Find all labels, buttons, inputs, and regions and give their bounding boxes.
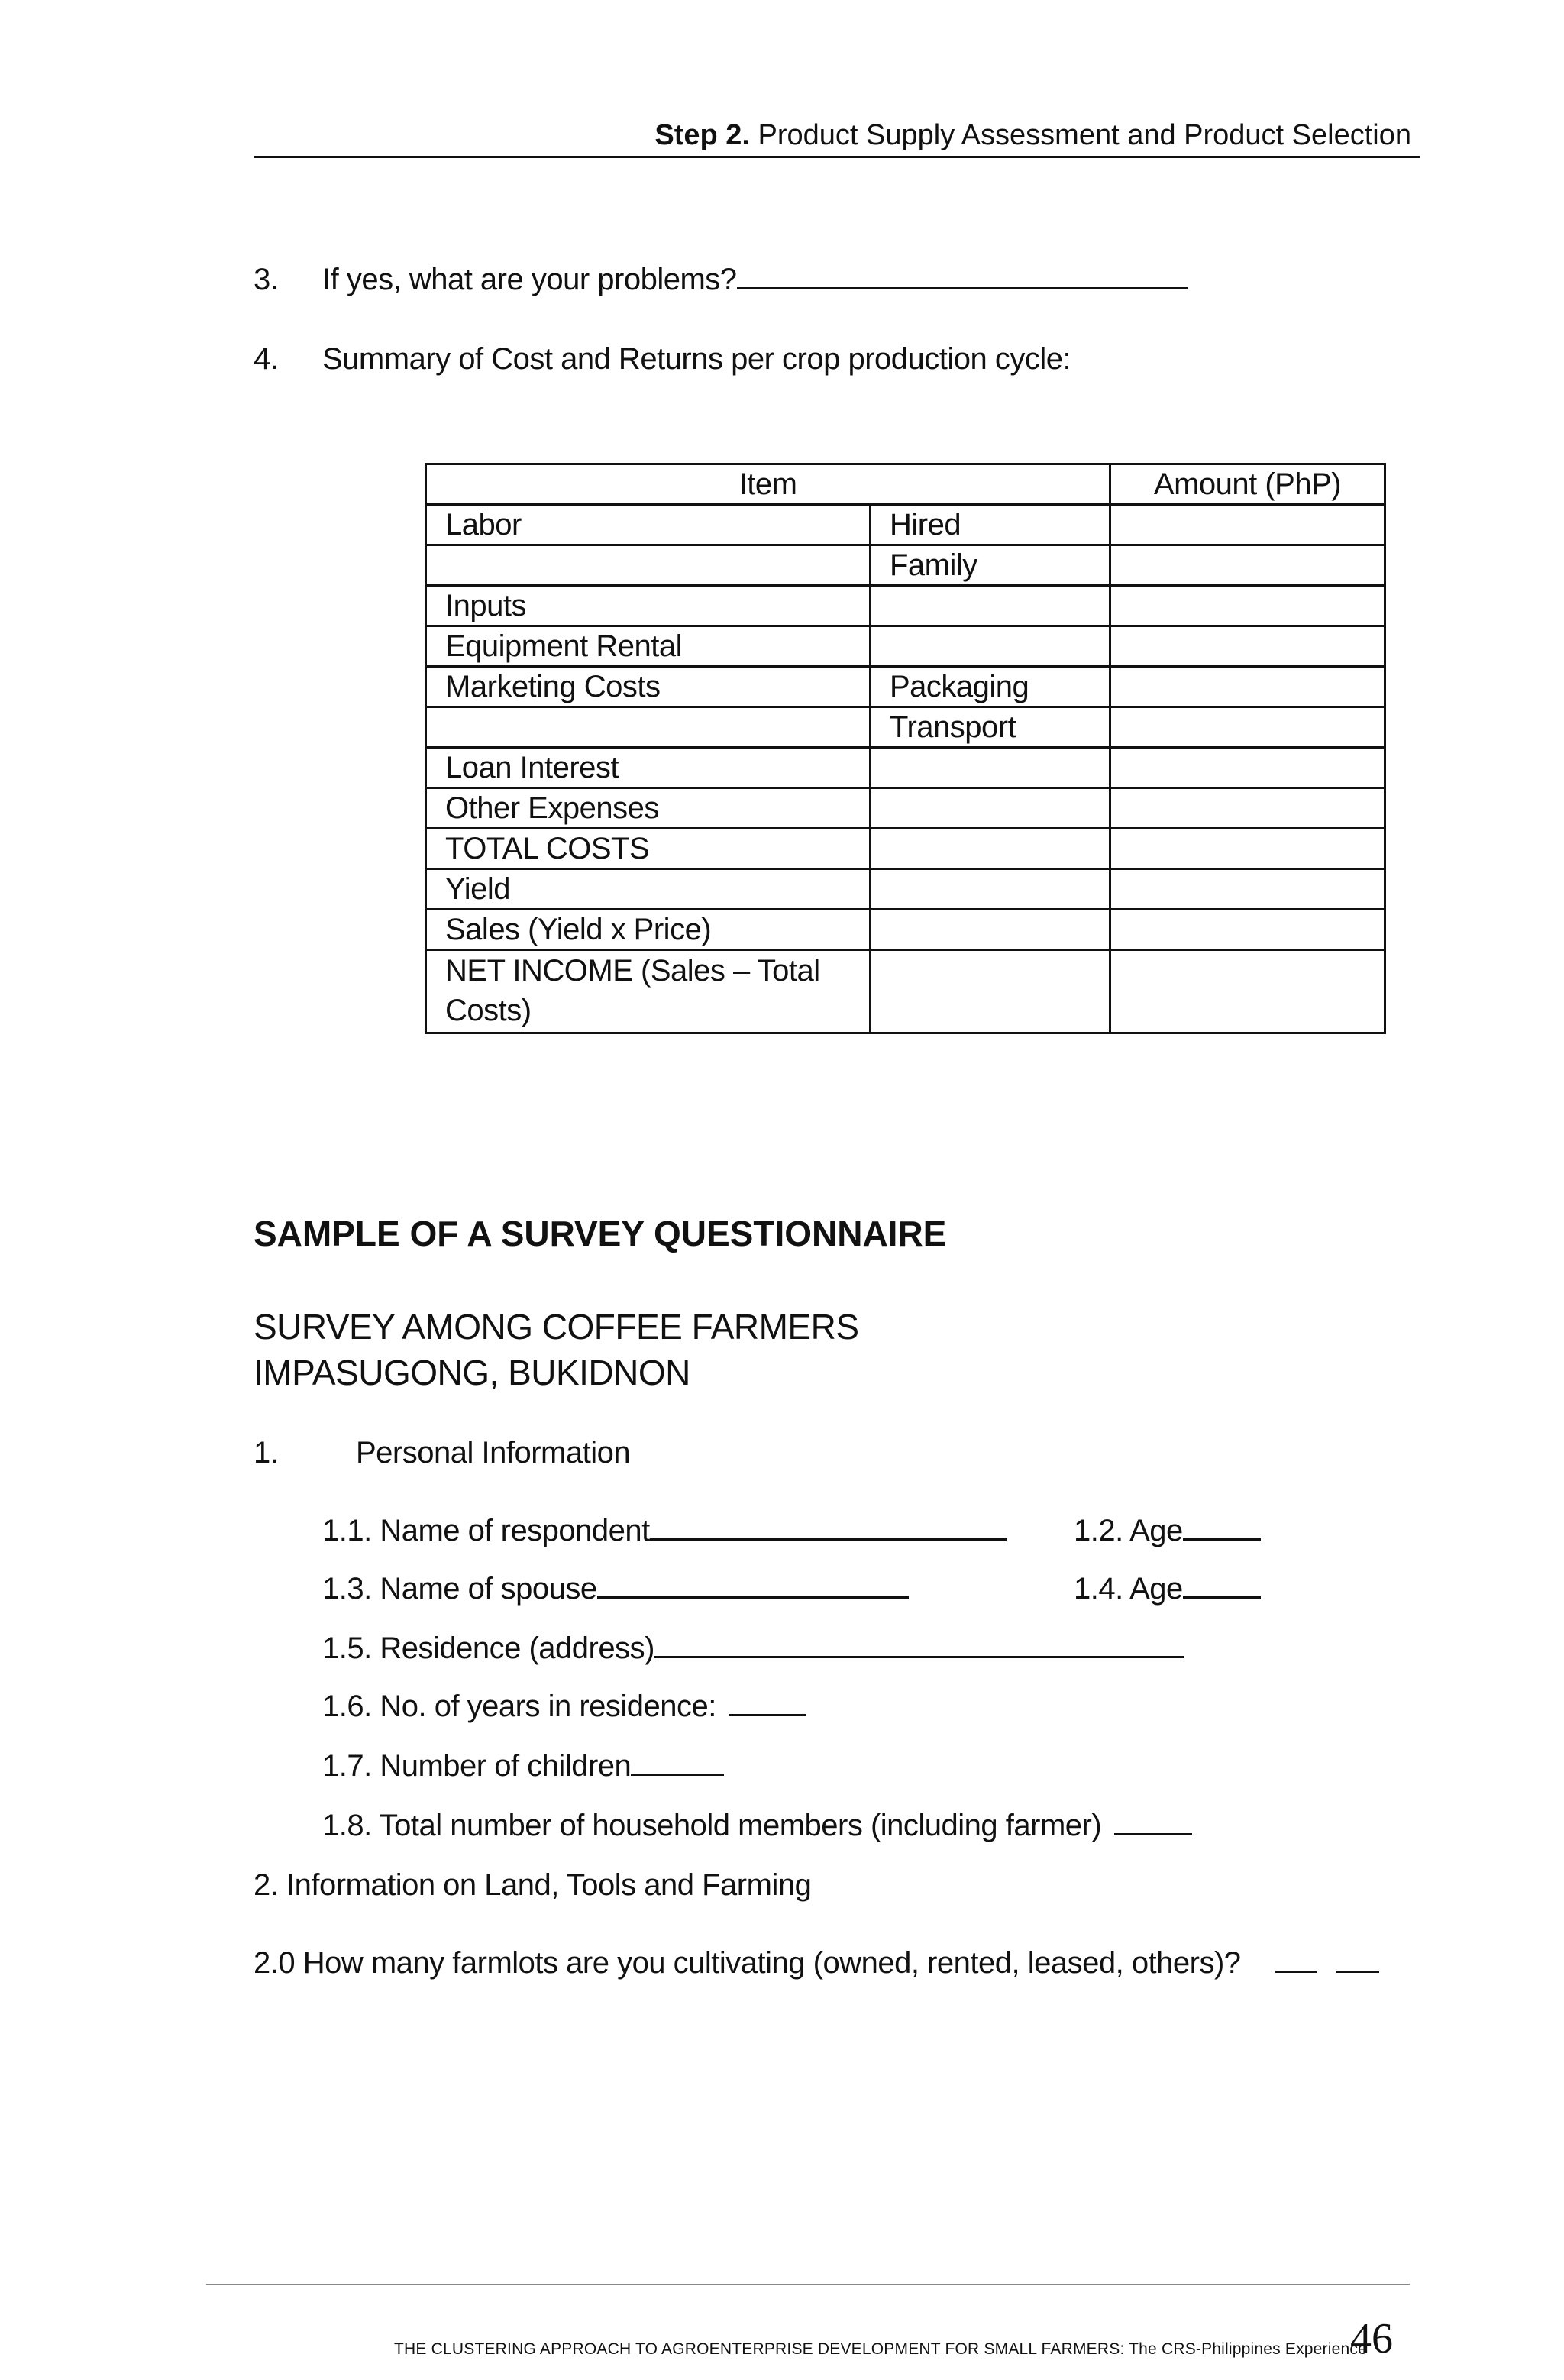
table-cell-amount[interactable]	[1110, 748, 1385, 788]
field-residence-label: 1.5. Residence (address)	[322, 1631, 654, 1665]
field-respondent-name	[322, 1514, 1007, 1548]
table-cell-sub	[871, 626, 1110, 667]
children-blank[interactable]	[631, 1751, 724, 1776]
table-cell-item: Labor	[426, 505, 871, 545]
footer-rule	[206, 2284, 1410, 2285]
page-number: 46	[1350, 2315, 1393, 2362]
table-cell-amount[interactable]	[1110, 869, 1385, 910]
table-cell-sub	[871, 788, 1110, 829]
table-cell-amount[interactable]	[1110, 829, 1385, 869]
table-cell-amount[interactable]	[1110, 586, 1385, 626]
farmlots-blank-1[interactable]	[1275, 1948, 1317, 1973]
table-cell-item: Marketing Costs	[426, 667, 871, 707]
farmlots-blank-2[interactable]	[1336, 1948, 1379, 1973]
table-row	[426, 545, 1385, 586]
field-years-residence	[322, 1690, 806, 1724]
table-cell-sub: Family	[871, 545, 1110, 586]
household-blank[interactable]	[1114, 1810, 1192, 1835]
table-cell-sub	[871, 748, 1110, 788]
table-cell-item: Loan Interest	[426, 748, 871, 788]
section-1-label: Personal Information	[356, 1436, 631, 1470]
header-title: Product Supply Assessment and Product Selection	[758, 119, 1411, 151]
table-cell-amount[interactable]	[1110, 910, 1385, 950]
table-cell-item	[426, 707, 871, 748]
table-row	[426, 788, 1385, 829]
table-cell-item: NET INCOME (Sales – Total Costs)	[426, 950, 871, 1033]
respondent-name-blank[interactable]	[650, 1515, 1007, 1541]
table-cell-sub: Hired	[871, 505, 1110, 545]
question-4	[254, 342, 1071, 377]
table-row	[426, 869, 1385, 910]
table-cell-item: Sales (Yield x Price)	[426, 910, 871, 950]
field-household-members	[322, 1809, 1192, 1843]
table-cell-amount[interactable]	[1110, 505, 1385, 545]
field-children-label: 1.7. Number of children	[322, 1749, 632, 1783]
table-cell-item: Inputs	[426, 586, 871, 626]
table-cell-amount[interactable]	[1110, 545, 1385, 586]
header-step: Step 2.	[654, 119, 750, 151]
field-years-residence-label: 1.6. No. of years in residence:	[322, 1690, 716, 1723]
table-row	[426, 505, 1385, 545]
table-cell-sub	[871, 950, 1110, 1033]
table-header-item: Item	[426, 464, 1110, 505]
answer-blank	[737, 264, 1188, 289]
table-row	[426, 829, 1385, 869]
respondent-age-blank[interactable]	[1183, 1515, 1261, 1541]
question-3-number: 3.	[254, 263, 279, 296]
spouse-age-blank[interactable]	[1183, 1573, 1261, 1599]
field-spouse-label: 1.3. Name of spouse	[322, 1572, 597, 1606]
table-cell-item: Equipment Rental	[426, 626, 871, 667]
table-cell-item: TOTAL COSTS	[426, 829, 871, 869]
table-cell-sub: Packaging	[871, 667, 1110, 707]
table-header-row	[426, 464, 1385, 505]
field-respondent-age	[1074, 1514, 1261, 1548]
question-farmlots	[254, 1946, 1379, 1981]
table-row	[426, 707, 1385, 748]
table-cell-sub	[871, 910, 1110, 950]
table-row	[426, 586, 1385, 626]
question-4-text: Summary of Cost and Returns per crop production cycle:	[322, 342, 1071, 376]
field-spouse-name	[322, 1572, 909, 1606]
running-header	[254, 118, 1420, 158]
field-children	[322, 1749, 724, 1783]
table-cell-amount[interactable]	[1110, 667, 1385, 707]
field-spouse-age-label: 1.4. Age	[1074, 1572, 1183, 1606]
table-cell-sub	[871, 869, 1110, 910]
table-cell-item: Yield	[426, 869, 871, 910]
survey-location: IMPASUGONG, BUKIDNON	[254, 1353, 690, 1392]
footer-text: THE CLUSTERING APPROACH TO AGROENTERPRISE DEVELOPMENT FOR SMALL FARMERS: The CRS-Philippines Experience	[394, 2340, 1367, 2358]
field-respondent-age-label: 1.2. Age	[1074, 1514, 1183, 1547]
table-row	[426, 748, 1385, 788]
survey-title: SURVEY AMONG COFFEE FARMERS	[254, 1307, 859, 1347]
field-household-label: 1.8. Total number of household members (including farmer)	[322, 1809, 1102, 1842]
table-row	[426, 910, 1385, 950]
table-header-amount: Amount (PhP)	[1110, 464, 1385, 505]
table-row	[426, 626, 1385, 667]
table-cell-item: Other Expenses	[426, 788, 871, 829]
question-3-text: If yes, what are your problems?	[322, 263, 737, 296]
section-1-number: 1.	[254, 1436, 279, 1470]
cost-returns-table	[425, 463, 1386, 1034]
table-cell-amount[interactable]	[1110, 626, 1385, 667]
table-cell-item	[426, 545, 871, 586]
section-personal-info	[254, 1436, 631, 1470]
table-cell-amount[interactable]	[1110, 707, 1385, 748]
field-spouse-age	[1074, 1572, 1261, 1606]
table-row	[426, 667, 1385, 707]
table-cell-sub: Transport	[871, 707, 1110, 748]
table-cell-sub	[871, 829, 1110, 869]
section-land-tools: 2. Information on Land, Tools and Farming	[254, 1868, 812, 1902]
table-cell-amount[interactable]	[1110, 950, 1385, 1033]
table-cell-amount[interactable]	[1110, 788, 1385, 829]
years-residence-blank[interactable]	[729, 1691, 806, 1716]
spouse-name-blank[interactable]	[597, 1573, 909, 1599]
question-4-number: 4.	[254, 342, 279, 376]
field-residence	[322, 1631, 1184, 1666]
table-cell-sub	[871, 586, 1110, 626]
table-row	[426, 950, 1385, 1033]
question-3	[254, 263, 737, 297]
question-farmlots-text: 2.0 How many farmlots are you cultivating (owned, rented, leased, others)?	[254, 1946, 1241, 1980]
field-respondent-label: 1.1. Name of respondent	[322, 1514, 650, 1547]
residence-blank[interactable]	[654, 1633, 1184, 1658]
section-title: SAMPLE OF A SURVEY QUESTIONNAIRE	[254, 1214, 947, 1253]
